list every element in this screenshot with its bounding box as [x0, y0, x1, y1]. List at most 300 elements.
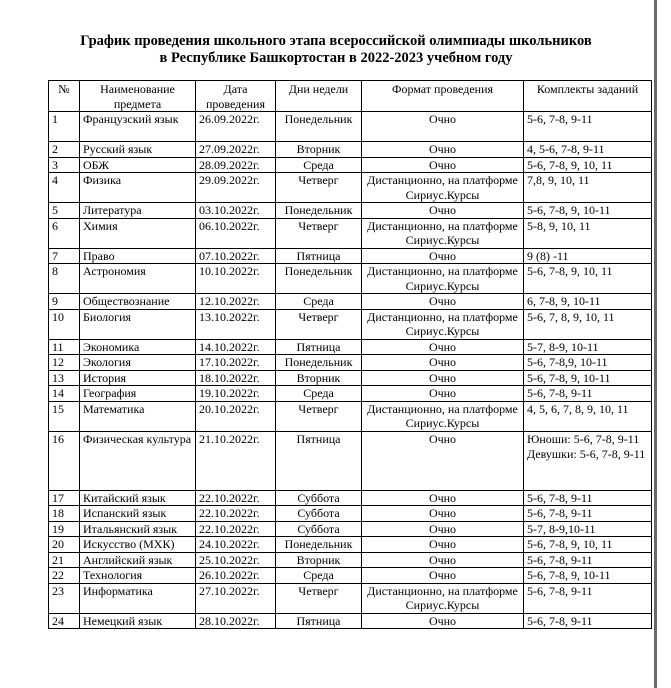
table-row	[49, 355, 652, 371]
cell-format-text: Дистанционно, на платформе Сириус.Курсы	[367, 583, 518, 612]
cell-format	[362, 157, 524, 173]
cell-sets	[524, 203, 652, 219]
cell-day	[276, 613, 362, 629]
cell-format	[362, 294, 524, 310]
cell-day	[276, 490, 362, 506]
cell-sets	[524, 142, 652, 158]
document-title	[30, 33, 642, 67]
cell-sets	[524, 309, 652, 339]
cell-num-text: 14	[52, 386, 64, 400]
cell-subject-text: Физика	[83, 173, 122, 187]
cell-subject-text: Русский язык	[83, 142, 153, 156]
table-row	[49, 386, 652, 402]
cell-day	[276, 173, 362, 203]
cell-num-text: 10	[52, 309, 64, 324]
cell-day	[276, 355, 362, 371]
cell-date-text: 27.09.2022г.	[199, 142, 260, 156]
cell-date-text: 22.10.2022г.	[199, 490, 260, 505]
cell-date	[196, 294, 276, 310]
cell-format-text: Очно	[428, 355, 457, 369]
cell-day	[276, 552, 362, 568]
table-row	[49, 173, 652, 203]
cell-num-text: 15	[52, 401, 64, 416]
cell-format	[362, 142, 524, 158]
table-row	[49, 490, 652, 506]
cell-day-text: Пятница	[296, 339, 341, 354]
cell-date-text: 18.10.2022г.	[199, 370, 260, 385]
cell-subject-text: Технология	[83, 568, 143, 582]
cell-num-text: 1	[52, 112, 58, 126]
cell-day-text: Понедельник	[284, 537, 353, 551]
cell-sets-text-2: Девушки: 5-6, 7-8, 9-11	[527, 447, 646, 461]
cell-date-text: 24.10.2022г.	[199, 537, 260, 551]
cell-subject	[80, 142, 196, 158]
cell-subject-text: ОБЖ	[83, 157, 110, 172]
table-header-row	[49, 81, 652, 112]
table-row	[49, 248, 652, 264]
cell-subject	[80, 537, 196, 553]
cell-num	[49, 521, 80, 537]
cell-format-text: Очно	[428, 490, 457, 505]
cell-subject	[80, 521, 196, 537]
cell-date-text: 22.10.2022г.	[199, 506, 260, 520]
cell-date-text: 20.10.2022г.	[199, 401, 260, 416]
header-day: Дни недели	[276, 81, 362, 112]
cell-day	[276, 157, 362, 173]
cell-date	[196, 521, 276, 537]
cell-sets	[524, 401, 652, 431]
cell-format-text: Дистанционно, на платформе Сириус.Курсы	[367, 173, 518, 202]
cell-day-text: Понедельник	[284, 112, 353, 126]
cell-sets	[524, 490, 652, 506]
cell-num	[49, 309, 80, 339]
cell-num	[49, 142, 80, 158]
cell-subject	[80, 294, 196, 310]
cell-num	[49, 537, 80, 553]
cell-day-text: Понедельник	[284, 264, 353, 278]
cell-num	[49, 401, 80, 431]
cell-subject-text: Математика	[83, 401, 145, 416]
cell-num	[49, 203, 80, 219]
cell-format	[362, 490, 524, 506]
cell-day-text: Вторник	[296, 370, 341, 385]
cell-sets-text: 4, 5-6, 7-8, 9-11	[527, 142, 605, 156]
cell-subject	[80, 431, 196, 490]
cell-day	[276, 112, 362, 142]
cell-subject-text: Литература	[83, 203, 142, 217]
cell-num	[49, 431, 80, 490]
cell-day	[276, 431, 362, 490]
cell-num	[49, 613, 80, 629]
cell-num-text: 5	[52, 203, 58, 217]
cell-num-text: 12	[52, 355, 64, 369]
cell-day-text: Понедельник	[284, 355, 353, 369]
cell-date	[196, 218, 276, 248]
cell-format-text: Очно	[428, 537, 457, 551]
cell-sets-text: 5-6, 7-8, 9, 10-11	[527, 203, 611, 217]
cell-format-text: Очно	[428, 203, 457, 217]
table-row	[49, 218, 652, 248]
cell-format	[362, 203, 524, 219]
cell-num	[49, 552, 80, 568]
cell-subject	[80, 264, 196, 294]
cell-sets-text: 9 (8) -11	[527, 248, 569, 263]
cell-date-text: 26.09.2022г.	[199, 112, 260, 126]
cell-date	[196, 386, 276, 402]
cell-subject-text: Китайский язык	[83, 490, 166, 505]
cell-format-text: Дистанционно, на платформе Сириус.Курсы	[367, 264, 518, 293]
header-num: №	[49, 81, 80, 112]
cell-date	[196, 339, 276, 355]
cell-day	[276, 537, 362, 553]
cell-date-text: 17.10.2022г.	[199, 355, 260, 369]
cell-num	[49, 294, 80, 310]
cell-subject-text: Итальянский язык	[83, 521, 178, 536]
cell-sets	[524, 370, 652, 386]
cell-sets	[524, 218, 652, 248]
cell-date	[196, 583, 276, 613]
cell-day-text: Четверг	[298, 583, 339, 598]
cell-num	[49, 157, 80, 173]
cell-date	[196, 506, 276, 522]
cell-format-text: Очно	[428, 157, 457, 172]
cell-num-text: 8	[52, 264, 58, 278]
cell-day	[276, 203, 362, 219]
cell-date	[196, 309, 276, 339]
cell-date-text: 29.09.2022г.	[199, 173, 260, 187]
table-row	[49, 294, 652, 310]
cell-day-text: Пятница	[296, 613, 341, 628]
cell-date-text: 26.10.2022г.	[199, 568, 260, 582]
cell-day-text: Суббота	[297, 521, 340, 536]
cell-day-text: Вторник	[296, 142, 341, 156]
cell-num	[49, 583, 80, 613]
table-row	[49, 521, 652, 537]
cell-date-text: 13.10.2022г.	[199, 309, 260, 324]
cell-num	[49, 339, 80, 355]
cell-sets-text: 5-6, 7-8, 9-11	[527, 613, 593, 628]
cell-format	[362, 218, 524, 248]
cell-day-text: Среда	[303, 568, 334, 582]
cell-date	[196, 490, 276, 506]
cell-date-text: 21.10.2022г.	[199, 431, 260, 446]
table-row	[49, 142, 652, 158]
cell-day	[276, 583, 362, 613]
cell-date	[196, 264, 276, 294]
cell-subject-text: Французский язык	[83, 112, 179, 126]
cell-date-text: 28.09.2022г.	[199, 157, 260, 172]
cell-sets-text: 5-6, 7-8, 9-11	[527, 506, 593, 520]
cell-format-text: Дистанционно, на платформе Сириус.Курсы	[367, 309, 518, 338]
cell-sets	[524, 583, 652, 613]
cell-day	[276, 339, 362, 355]
cell-subject-text: История	[83, 370, 127, 385]
cell-subject	[80, 339, 196, 355]
cell-sets-text: 5-6, 7-8, 9-11	[527, 386, 593, 400]
cell-sets-text: 5-6, 7-8, 9-11	[527, 112, 593, 126]
cell-format	[362, 506, 524, 522]
page-edge-shadow	[654, 0, 657, 688]
cell-format-text: Очно	[428, 142, 457, 156]
cell-day	[276, 248, 362, 264]
cell-day-text: Пятница	[296, 431, 341, 446]
cell-num-text: 9	[52, 294, 58, 308]
cell-format	[362, 537, 524, 553]
cell-sets-text: 4, 5, 6, 7, 8, 9, 10, 11	[527, 401, 629, 416]
cell-format-text: Очно	[428, 613, 457, 628]
cell-format	[362, 521, 524, 537]
cell-subject	[80, 552, 196, 568]
cell-sets	[524, 386, 652, 402]
cell-subject-text: Испанский язык	[83, 506, 167, 520]
cell-num	[49, 218, 80, 248]
table-row	[49, 537, 652, 553]
cell-sets	[524, 537, 652, 553]
cell-subject	[80, 203, 196, 219]
cell-day	[276, 309, 362, 339]
cell-subject-text: Астрономия	[83, 264, 146, 278]
cell-format	[362, 339, 524, 355]
cell-num-text: 11	[52, 339, 64, 354]
cell-sets-text: 5-6, 7-8, 9-11	[527, 490, 593, 505]
cell-num-text: 2	[52, 142, 58, 156]
cell-sets	[524, 173, 652, 203]
cell-num-text: 16	[52, 431, 64, 446]
header-sets: Комплекты заданий	[524, 81, 652, 112]
cell-subject	[80, 568, 196, 584]
cell-format	[362, 401, 524, 431]
table-row	[49, 506, 652, 522]
cell-format-text: Очно	[428, 370, 457, 385]
cell-sets-text: 5-8, 9, 10, 11	[527, 218, 591, 233]
cell-day	[276, 568, 362, 584]
cell-num-text: 13	[52, 370, 64, 385]
cell-sets	[524, 521, 652, 537]
cell-date-text: 19.10.2022г.	[199, 386, 260, 400]
cell-format	[362, 386, 524, 402]
cell-format	[362, 568, 524, 584]
cell-date-text: 25.10.2022г.	[199, 552, 260, 567]
cell-date	[196, 248, 276, 264]
cell-date-text: 22.10.2022г.	[199, 521, 260, 536]
header-format: Формат проведения	[362, 81, 524, 112]
cell-day	[276, 218, 362, 248]
cell-sets	[524, 355, 652, 371]
cell-date-text: 03.10.2022г.	[199, 203, 260, 217]
cell-sets-text: 5-7, 8-9,10-11	[527, 521, 596, 536]
cell-sets	[524, 294, 652, 310]
cell-day	[276, 294, 362, 310]
cell-format	[362, 112, 524, 142]
cell-sets	[524, 431, 652, 490]
cell-date-text: 06.10.2022г.	[199, 218, 260, 233]
cell-subject	[80, 583, 196, 613]
header-subject: Наименование предмета	[80, 81, 196, 112]
table-row	[49, 583, 652, 613]
cell-day	[276, 521, 362, 537]
table-row	[49, 613, 652, 629]
cell-date-text: 14.10.2022г.	[199, 339, 260, 354]
cell-sets	[524, 248, 652, 264]
cell-day-text: Среда	[303, 386, 334, 400]
cell-num	[49, 386, 80, 402]
cell-num-text: 24	[52, 613, 64, 628]
cell-date	[196, 112, 276, 142]
cell-num	[49, 264, 80, 294]
cell-num-text: 18	[52, 506, 64, 520]
table-row	[49, 568, 652, 584]
title-line-2: в Республике Башкортостан в 2022-2023 учебном году	[159, 50, 513, 66]
cell-subject-text: Искусство (МХК)	[83, 537, 175, 551]
header-date: Дата проведения	[196, 81, 276, 112]
cell-date	[196, 568, 276, 584]
cell-format-text: Очно	[428, 248, 457, 263]
cell-subject	[80, 386, 196, 402]
cell-num-text: 20	[52, 537, 64, 551]
cell-sets	[524, 157, 652, 173]
cell-num-text: 6	[52, 218, 58, 233]
cell-format-text: Очно	[428, 112, 457, 126]
cell-num-text: 19	[52, 521, 64, 536]
cell-num-text: 7	[52, 248, 58, 263]
cell-format	[362, 583, 524, 613]
cell-day	[276, 370, 362, 386]
cell-subject	[80, 490, 196, 506]
cell-subject-text: Обществознание	[83, 294, 170, 308]
cell-date	[196, 173, 276, 203]
cell-subject-text: Информатика	[83, 583, 153, 598]
cell-sets	[524, 552, 652, 568]
cell-num-text: 21	[52, 552, 64, 567]
cell-sets	[524, 568, 652, 584]
cell-date	[196, 355, 276, 371]
cell-sets-text: 5-6, 7-8, 9, 10, 11	[527, 537, 613, 551]
cell-format-text: Очно	[428, 521, 457, 536]
cell-day-text: Четверг	[298, 401, 339, 416]
cell-day-text: Вторник	[296, 552, 341, 567]
cell-sets-text: 6, 7-8, 9, 10-11	[527, 294, 601, 308]
cell-format	[362, 264, 524, 294]
table-row	[49, 339, 652, 355]
cell-subject-text: Английский язык	[83, 552, 173, 567]
cell-format	[362, 309, 524, 339]
cell-date	[196, 431, 276, 490]
cell-sets-text: 5-6, 7, 8, 9, 10, 11	[527, 309, 615, 324]
cell-format-text: Очно	[428, 506, 457, 520]
cell-subject	[80, 173, 196, 203]
cell-format-text: Очно	[428, 339, 457, 354]
cell-format	[362, 355, 524, 371]
cell-sets	[524, 264, 652, 294]
cell-date	[196, 142, 276, 158]
table-row	[49, 431, 652, 490]
title-line-1: График проведения школьного этапа всероссийской олимпиады школьников	[80, 33, 592, 49]
table-row	[49, 401, 652, 431]
cell-subject	[80, 355, 196, 371]
cell-num-text: 23	[52, 583, 64, 598]
cell-day	[276, 386, 362, 402]
cell-sets	[524, 112, 652, 142]
cell-day-text: Понедельник	[284, 203, 353, 217]
cell-subject	[80, 401, 196, 431]
cell-subject	[80, 248, 196, 264]
cell-date	[196, 370, 276, 386]
cell-subject	[80, 370, 196, 386]
cell-subject	[80, 112, 196, 142]
cell-sets-text: 5-6, 7-8, 9, 10, 11	[527, 157, 613, 172]
cell-day-text: Пятница	[296, 248, 341, 263]
table-row	[49, 552, 652, 568]
cell-subject	[80, 157, 196, 173]
cell-num	[49, 370, 80, 386]
cell-num	[49, 355, 80, 371]
cell-sets-text: 5-6, 7-8, 9, 10, 11	[527, 264, 613, 278]
cell-num	[49, 568, 80, 584]
cell-format-text: Очно	[428, 386, 457, 400]
cell-subject-text: Немецкий язык	[83, 613, 163, 628]
schedule-table	[48, 80, 652, 629]
cell-day-text: Суббота	[297, 490, 340, 505]
cell-subject	[80, 218, 196, 248]
cell-sets-text: 5-6, 7-8, 9-11	[527, 552, 593, 567]
cell-format	[362, 613, 524, 629]
cell-day	[276, 264, 362, 294]
cell-day	[276, 506, 362, 522]
cell-num	[49, 112, 80, 142]
cell-date-text: 10.10.2022г.	[199, 264, 260, 278]
cell-day-text: Среда	[303, 157, 334, 172]
cell-sets	[524, 506, 652, 522]
cell-sets-text: 5-6, 7-8,9, 10-11	[527, 355, 608, 369]
cell-subject-text: Экономика	[83, 339, 140, 354]
cell-subject	[80, 309, 196, 339]
cell-format	[362, 370, 524, 386]
cell-sets-text: Юноши: 5-6, 7-8, 9-11	[527, 431, 640, 446]
cell-sets	[524, 613, 652, 629]
cell-day-text: Четверг	[298, 309, 339, 324]
cell-date	[196, 537, 276, 553]
cell-date-text: 12.10.2022г.	[199, 294, 260, 308]
cell-subject-text: Химия	[83, 218, 118, 233]
cell-format-text: Очно	[428, 552, 457, 567]
cell-num-text: 17	[52, 490, 64, 505]
cell-day-text: Суббота	[297, 506, 340, 520]
table-row	[49, 309, 652, 339]
table-row	[49, 112, 652, 142]
cell-date	[196, 552, 276, 568]
cell-subject-text: Физическая культура	[83, 431, 192, 446]
cell-subject-text: География	[83, 386, 137, 400]
cell-format	[362, 552, 524, 568]
cell-sets-text: 5-6, 7-8, 9-11	[527, 583, 593, 598]
cell-format-text: Очно	[428, 568, 457, 582]
cell-sets	[524, 339, 652, 355]
cell-num-text: 22	[52, 568, 64, 582]
cell-format-text: Очно	[428, 431, 457, 446]
cell-subject-text: Право	[83, 248, 115, 263]
cell-sets-text: 5-6, 7-8, 9, 10-11	[527, 370, 611, 385]
cell-num-text: 4	[52, 173, 58, 187]
cell-format-text: Дистанционно, на платформе Сириус.Курсы	[367, 401, 518, 430]
cell-day	[276, 401, 362, 431]
table-row	[49, 370, 652, 386]
cell-sets-text: 5-7, 8-9, 10-11	[527, 339, 599, 354]
cell-day-text: Четверг	[298, 218, 339, 233]
cell-date	[196, 157, 276, 173]
cell-day-text: Четверг	[298, 173, 339, 187]
cell-format	[362, 248, 524, 264]
cell-num	[49, 248, 80, 264]
